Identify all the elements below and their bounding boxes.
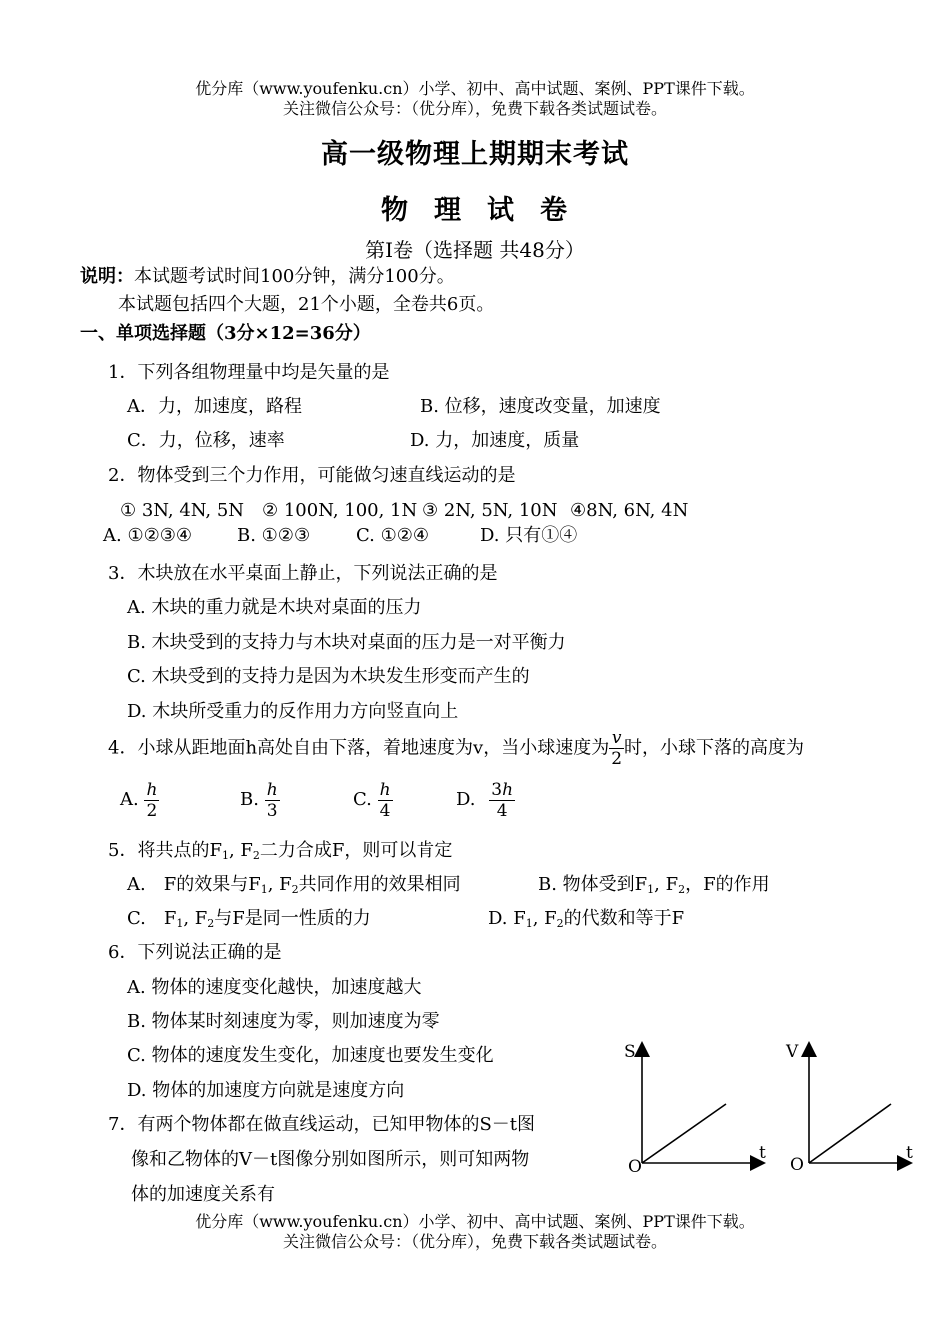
st-graph [610,1035,775,1180]
q4-d-fraction [489,780,515,821]
q6-option-c: C. 物体的速度发生变化，加速度也要发生变化 [127,1045,494,1066]
q4-stem-part2: 时，小球下落的高度为 [624,737,805,759]
q4-d-label: D. [456,789,476,810]
q5-d-sub2: 2 [556,917,564,930]
q6-option-a: A. 物体的速度变化越快，加速度越大 [127,977,422,998]
q2-set-1: ① 3N, 4N, 5N [120,500,245,521]
q6-option-d: D. 物体的加速度方向就是速度方向 [127,1080,405,1101]
q4-stem-fraction [609,728,624,769]
q4-a-num: h [146,779,158,800]
q4-stem-frac-num: v [609,728,624,749]
q5-d-sub1: 1 [525,917,533,930]
q5-option-a [127,873,461,902]
q5-b-pre: B. 物体受到F [538,874,648,895]
q4-stem-frac-den: 2 [611,749,623,769]
q5-c-sub1: 1 [176,917,184,930]
q2-option-c: C. ①②④ [356,525,429,546]
q5-b-mid: , F [654,874,679,895]
q5-d-pre: D. F [488,908,526,929]
notes-label: 说明： [80,266,134,287]
q2-set-3: ③ 2N, 5N, 10N [422,500,558,521]
q3-option-d: D. 木块所受重力的反作用力方向竖直向上 [127,701,459,722]
q3-stem: 3．木块放在水平桌面上静止，下列说法正确的是 [108,563,498,584]
q4-a-label: A. [120,789,139,810]
q5-stem [108,839,452,868]
q2-stem: 2．物体受到三个力作用，可能做匀速直线运动的是 [108,465,516,486]
st-x-label: t [759,1143,766,1163]
footer-line-1: 优分库（www.youfenku.cn）小学、初中、高中试题、案例、PPT课件下载。 [195,1212,755,1231]
vt-line [809,1104,891,1163]
vt-x-label: t [906,1143,913,1163]
q1-option-c: C．力，位移，速率 [127,430,285,451]
q5-d-mid: , F [532,908,557,929]
vt-graph [778,1035,928,1180]
q5-option-c [127,907,371,936]
q5-b-sub2: 2 [678,883,686,896]
section-title: 第Ⅰ卷（选择题 共48分） [365,238,585,262]
q4-option-c [353,778,393,822]
q1-option-d: D. 力，加速度，质量 [410,430,580,451]
q4-stem-part1: 4．小球从距地面h高处自由下落，着地速度为v，当小球速度为 [108,737,610,759]
notes-line-1 [80,265,455,289]
q5-stem-mid: , F [228,840,253,861]
q4-option-a [120,778,159,822]
q5-c-post: 与F是同一性质的力 [214,908,371,929]
q5-stem-post: 二力合成F，则可以肯定 [259,840,453,861]
q5-a-pre: A. F的效果与F [127,874,261,895]
st-line [642,1104,726,1163]
q1-stem: 1．下列各组物理量中均是矢量的是 [108,362,390,383]
q3-option-b: B. 木块受到的支持力与木块对桌面的压力是一对平衡力 [127,632,566,653]
paper-title: 物理试卷 [381,195,593,226]
q4-d-num [489,780,515,801]
q3-option-c: C. 木块受到的支持力是因为木块发生形变而产生的 [127,666,530,687]
q4-c-den: 4 [379,800,391,821]
q2-set-2: ② 100N, 100, 1N [262,500,418,521]
q5-a-mid: , F [267,874,292,895]
q6-stem: 6．下列说法正确的是 [108,942,282,963]
q4-a-fraction [144,780,159,821]
q2-set-4: ④8N, 6N, 4N [570,500,689,521]
q4-a-den: 2 [146,800,158,821]
q4-option-b [240,778,280,822]
q1-option-a: A．力，加速度，路程 [127,396,302,417]
q5-d-post: 的代数和等于F [563,908,685,929]
part1-heading: 一、单项选择题（3分×12=36分） [80,323,371,344]
q5-option-b [538,873,770,902]
q5-a-post: 共同作用的效果相同 [298,874,461,895]
vt-origin-label: O [790,1155,804,1175]
notes-line-2: 本试题包括四个大题，21个小题，全卷共6页。 [118,294,495,315]
q5-c-pre: C. F [127,908,177,929]
q4-c-label: C. [353,789,372,810]
q6-option-b: B. 物体某时刻速度为零，则加速度为零 [127,1011,440,1032]
q4-c-num: h [379,779,391,800]
q5-c-sub2: 2 [207,917,215,930]
q5-option-d [488,907,684,936]
header-line-1: 优分库（www.youfenku.cn）小学、初中、高中试题、案例、PPT课件下载。 [195,79,755,98]
q4-b-label: B. [240,789,259,810]
q4-b-fraction [265,780,280,821]
st-y-label: S [624,1042,636,1062]
q5-a-sub1: 1 [260,883,268,896]
q2-option-a: A. ①②③④ [103,525,192,546]
vt-y-label: V [786,1042,799,1062]
q4-d-num-coef: 3 [491,779,503,800]
notes-text-1: 本试题考试时间100分钟，满分100分。 [134,266,455,287]
q4-d-den: 4 [496,800,508,821]
q3-option-a: A. 木块的重力就是木块对桌面的压力 [127,597,422,618]
footer-line-2: 关注微信公众号：（优分库），免费下载各类试题试卷。 [282,1232,667,1251]
st-origin-label: O [628,1157,642,1177]
q5-stem-sub1: 1 [221,849,229,862]
q4-d-num-var: h [502,779,514,800]
q5-stem-pre: 5．将共点的F [108,840,222,861]
q7-line-1: 7．有两个物体都在做直线运动，已知甲物体的S－t图 [108,1114,536,1135]
q4-option-d [456,778,515,822]
exam-title: 高一级物理上期期末考试 [321,139,629,170]
q2-option-d: D. 只有①④ [480,525,578,546]
q5-c-mid: , F [183,908,208,929]
q2-option-b: B. ①②③ [237,525,311,546]
q5-a-sub2: 2 [291,883,299,896]
header-line-2: 关注微信公众号：（优分库），免费下载各类试题试卷。 [282,99,667,118]
q4-b-den: 3 [266,800,278,821]
q5-stem-sub2: 2 [252,849,260,862]
q5-b-post: ，F的作用 [685,874,770,895]
q5-b-sub1: 1 [647,883,655,896]
q1-option-b: B. 位移，速度改变量，加速度 [420,396,661,417]
q4-c-fraction [378,780,393,821]
q7-line-3: 体的加速度关系有 [131,1184,275,1205]
q4-stem [108,728,804,769]
q7-line-2: 像和乙物体的V－t图像分别如图所示，则可知两物 [131,1149,530,1170]
q4-b-num: h [266,779,278,800]
